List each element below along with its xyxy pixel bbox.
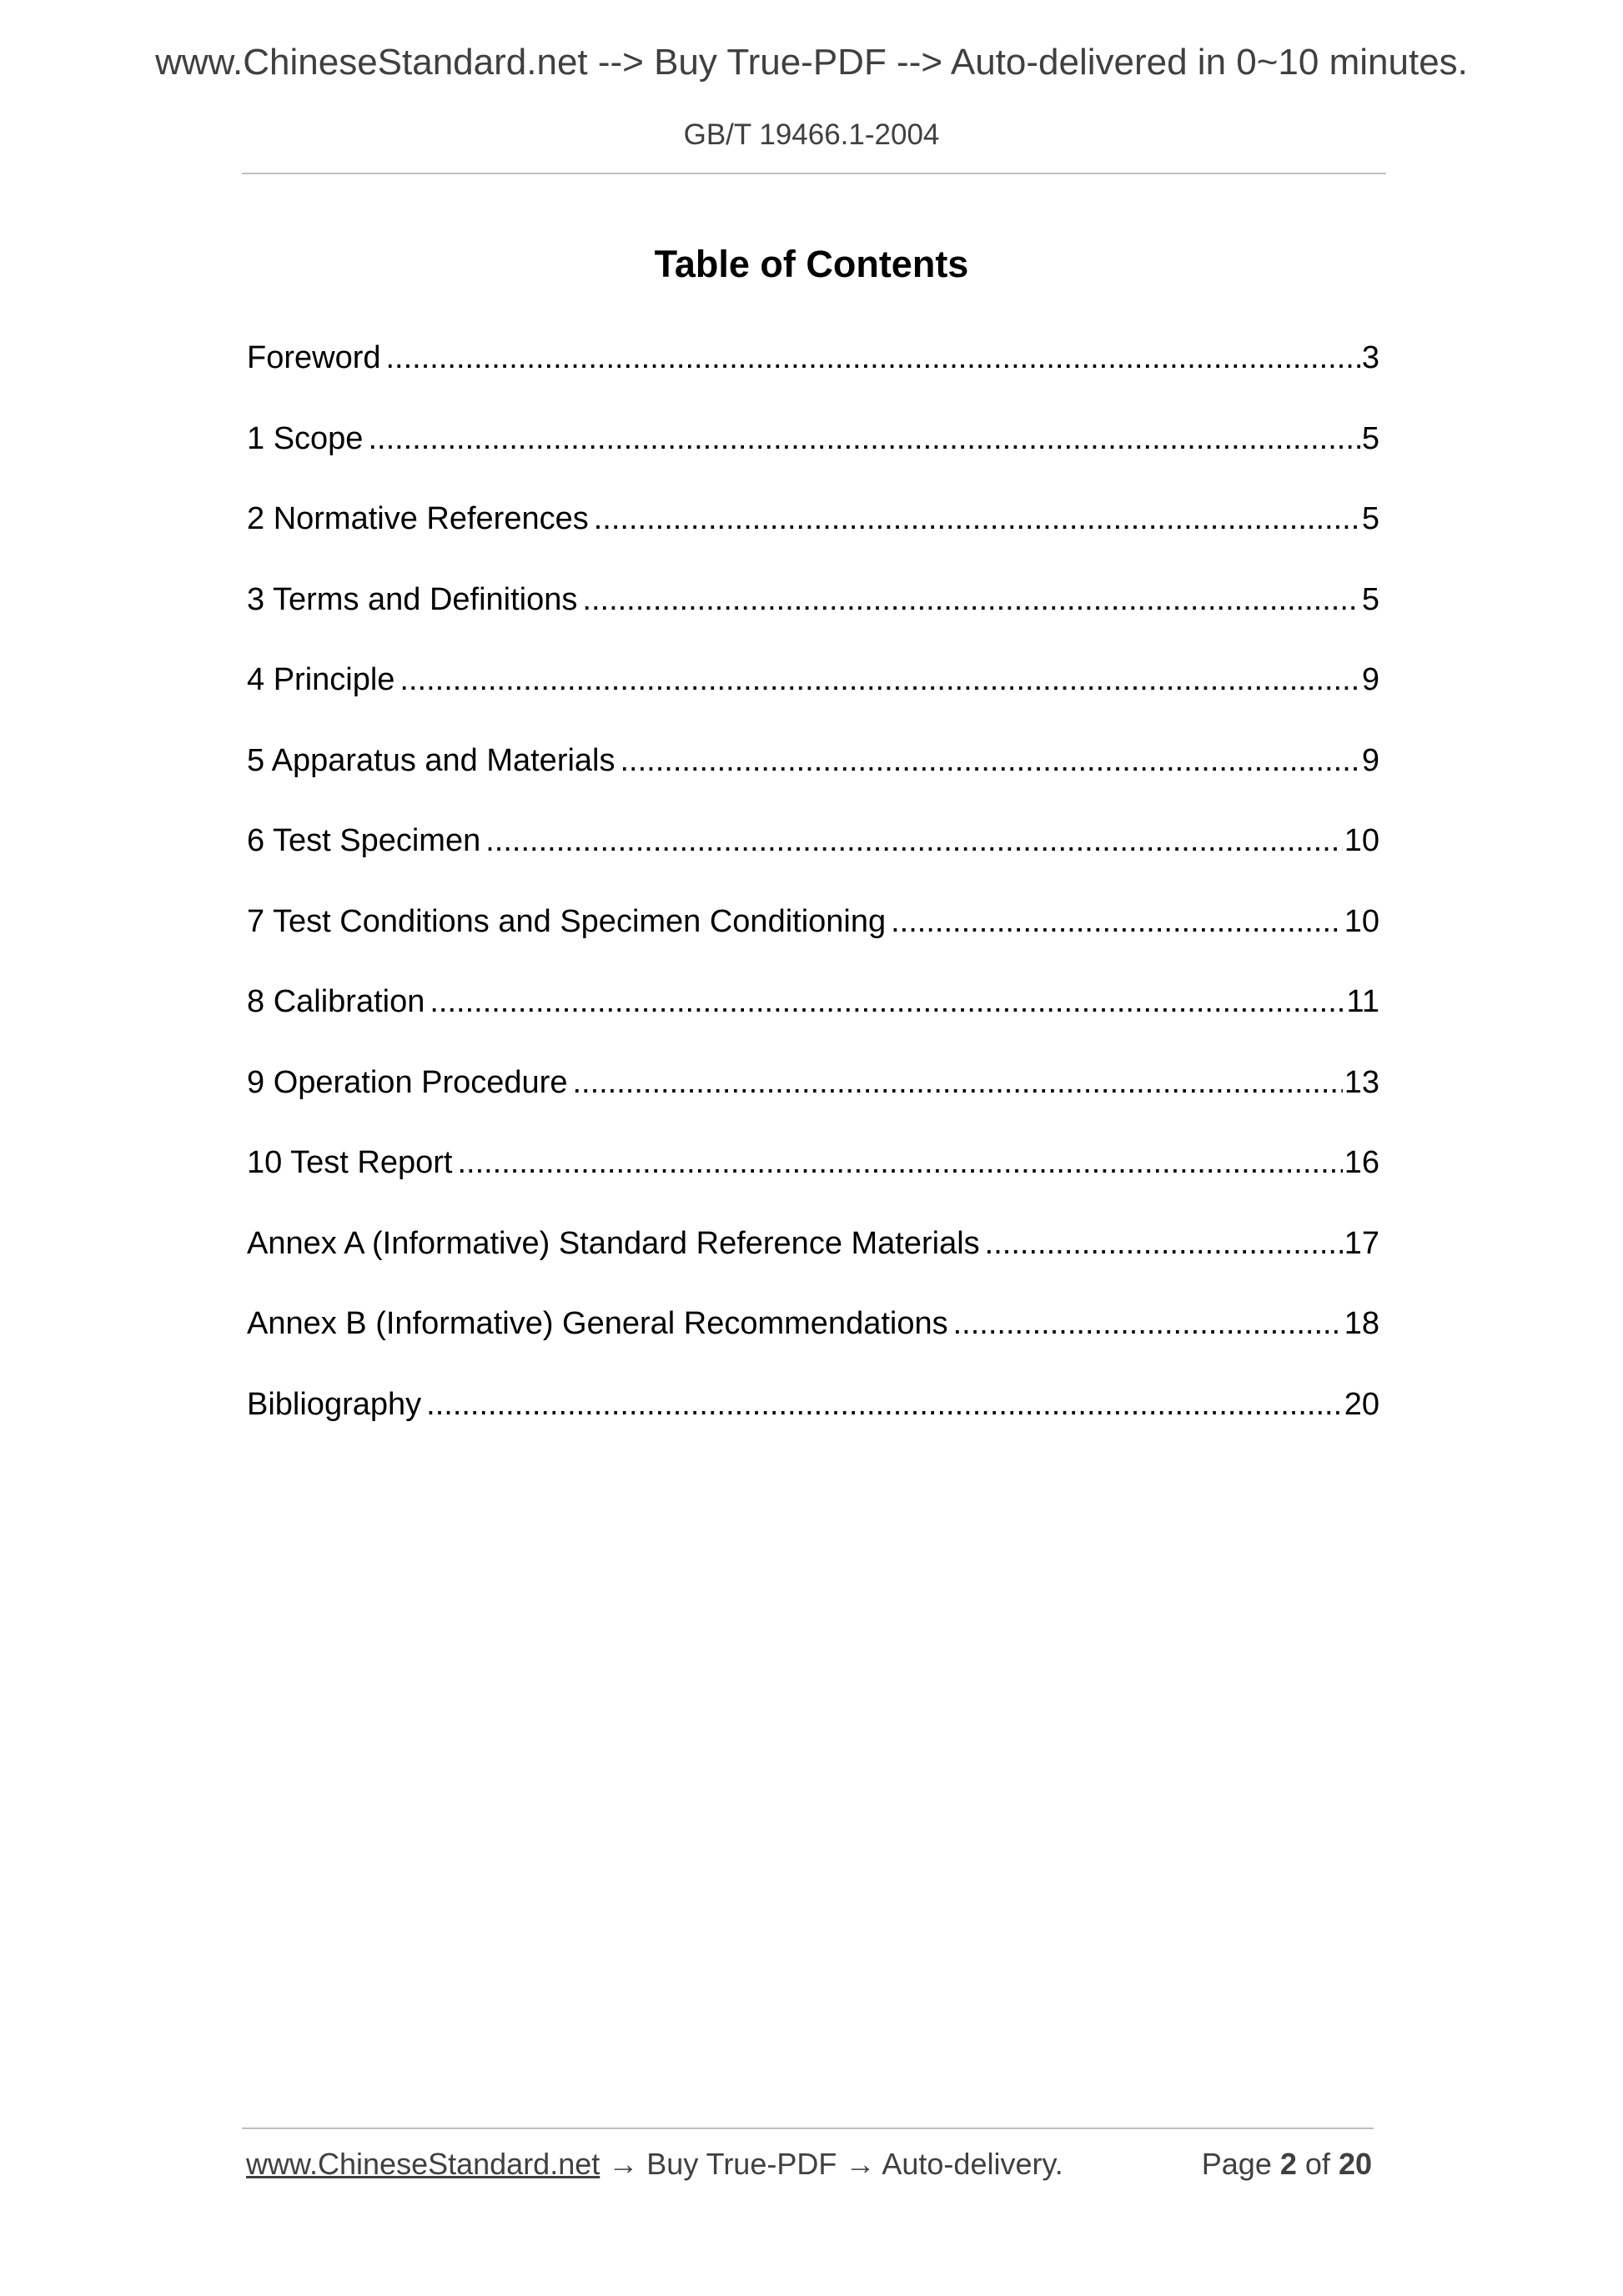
toc-entry-page: 20 xyxy=(1344,1386,1379,1422)
toc-entry-label: 7 Test Conditions and Specimen Conditioning xyxy=(247,903,887,939)
toc-entry-label: 8 Calibration xyxy=(247,984,425,1019)
toc-entry-test-specimen[interactable] xyxy=(247,819,1379,900)
page-indicator xyxy=(1202,2147,1372,2182)
toc-entry-page: 11 xyxy=(1346,984,1379,1019)
toc-leader-dots xyxy=(572,1061,1342,1104)
page-current: 2 xyxy=(1279,2147,1297,2181)
toc-entry-label: Annex A (Informative) Standard Reference Materials xyxy=(247,1225,980,1261)
toc-entry-apparatus-and-materials[interactable] xyxy=(247,739,1379,820)
toc-leader-dots xyxy=(891,900,1343,943)
toc-entry-scope[interactable] xyxy=(247,417,1379,498)
page-label: Page xyxy=(1201,2147,1272,2181)
of-label: of xyxy=(1304,2147,1330,2181)
page-title: Table of Contents xyxy=(654,243,969,285)
standard-code: GB/T 19466.1-2004 xyxy=(683,118,940,151)
toc-entry-calibration[interactable] xyxy=(247,980,1379,1061)
toc-entry-label: Annex B (Informative) General Recommendations xyxy=(247,1306,948,1341)
toc-entry-page: 13 xyxy=(1344,1064,1379,1100)
toc-leader-dots xyxy=(426,1383,1343,1426)
toc-leader-dots xyxy=(985,1222,1343,1265)
toc-entry-label: 10 Test Report xyxy=(247,1145,453,1180)
arrow-right-icon: → xyxy=(845,2147,876,2181)
toc-entry-label: 1 Scope xyxy=(247,420,364,456)
toc-entry-page: 18 xyxy=(1344,1306,1379,1341)
toc-entry-test-report[interactable] xyxy=(247,1141,1379,1222)
toc-leader-dots xyxy=(399,658,1359,701)
page-total: 20 xyxy=(1338,2147,1372,2181)
toc-entry-label: Bibliography xyxy=(247,1386,422,1422)
toc-entry-page: 9 xyxy=(1361,742,1379,778)
toc-entry-label: 4 Principle xyxy=(247,662,395,697)
footer-divider xyxy=(242,2128,1374,2129)
footer-delivery-text: Auto-delivery. xyxy=(882,2147,1063,2181)
toc-leader-dots xyxy=(485,819,1342,862)
toc-leader-dots xyxy=(582,578,1359,621)
toc-entry-bibliography[interactable] xyxy=(247,1383,1379,1464)
header-banner: www.ChineseStandard.net --> Buy True-PDF --> Auto-delivered in 0~10 minutes. xyxy=(155,42,1468,83)
header-divider xyxy=(242,173,1386,174)
toc-entry-test-conditions[interactable] xyxy=(247,900,1379,981)
toc-entry-label: 5 Apparatus and Materials xyxy=(247,742,616,778)
toc-entry-page: 10 xyxy=(1344,823,1379,858)
toc-entry-terms-and-definitions[interactable] xyxy=(247,578,1379,659)
toc-leader-dots xyxy=(386,336,1360,379)
toc-leader-dots xyxy=(621,739,1360,782)
toc-entry-label: 2 Normative References xyxy=(247,501,589,536)
footer-site-link[interactable]: www.ChineseStandard.net xyxy=(246,2147,600,2181)
toc-entry-page: 5 xyxy=(1361,420,1379,456)
toc-entry-label: 3 Terms and Definitions xyxy=(247,581,578,617)
toc-entry-annex-a[interactable] xyxy=(247,1222,1379,1303)
arrow-right-icon: → xyxy=(608,2147,639,2181)
toc-leader-dots xyxy=(594,497,1360,540)
toc-entry-label: 9 Operation Procedure xyxy=(247,1064,568,1100)
footer-promo xyxy=(246,2147,1063,2182)
toc-entry-page: 10 xyxy=(1344,903,1379,939)
toc-entry-page: 5 xyxy=(1361,501,1379,536)
toc-entry-label: Foreword xyxy=(247,340,381,375)
footer-buy-text: Buy True-PDF xyxy=(646,2147,837,2181)
toc-entry-operation-procedure[interactable] xyxy=(247,1061,1379,1142)
toc-entry-normative-references[interactable] xyxy=(247,497,1379,578)
toc-leader-dots xyxy=(430,980,1344,1023)
toc-entry-page: 16 xyxy=(1344,1145,1379,1180)
toc-leader-dots xyxy=(457,1141,1342,1184)
toc-entry-annex-b[interactable] xyxy=(247,1302,1379,1383)
toc-leader-dots xyxy=(953,1302,1343,1345)
toc-leader-dots xyxy=(368,417,1359,460)
toc-entry-principle[interactable] xyxy=(247,658,1379,739)
toc-entry-page: 5 xyxy=(1361,581,1379,617)
toc-entry-page: 17 xyxy=(1344,1225,1379,1261)
toc-list xyxy=(247,336,1379,1463)
toc-entry-foreword[interactable] xyxy=(247,336,1379,417)
toc-entry-label: 6 Test Specimen xyxy=(247,823,481,858)
toc-entry-page: 9 xyxy=(1361,662,1379,697)
toc-entry-page: 3 xyxy=(1361,340,1379,375)
